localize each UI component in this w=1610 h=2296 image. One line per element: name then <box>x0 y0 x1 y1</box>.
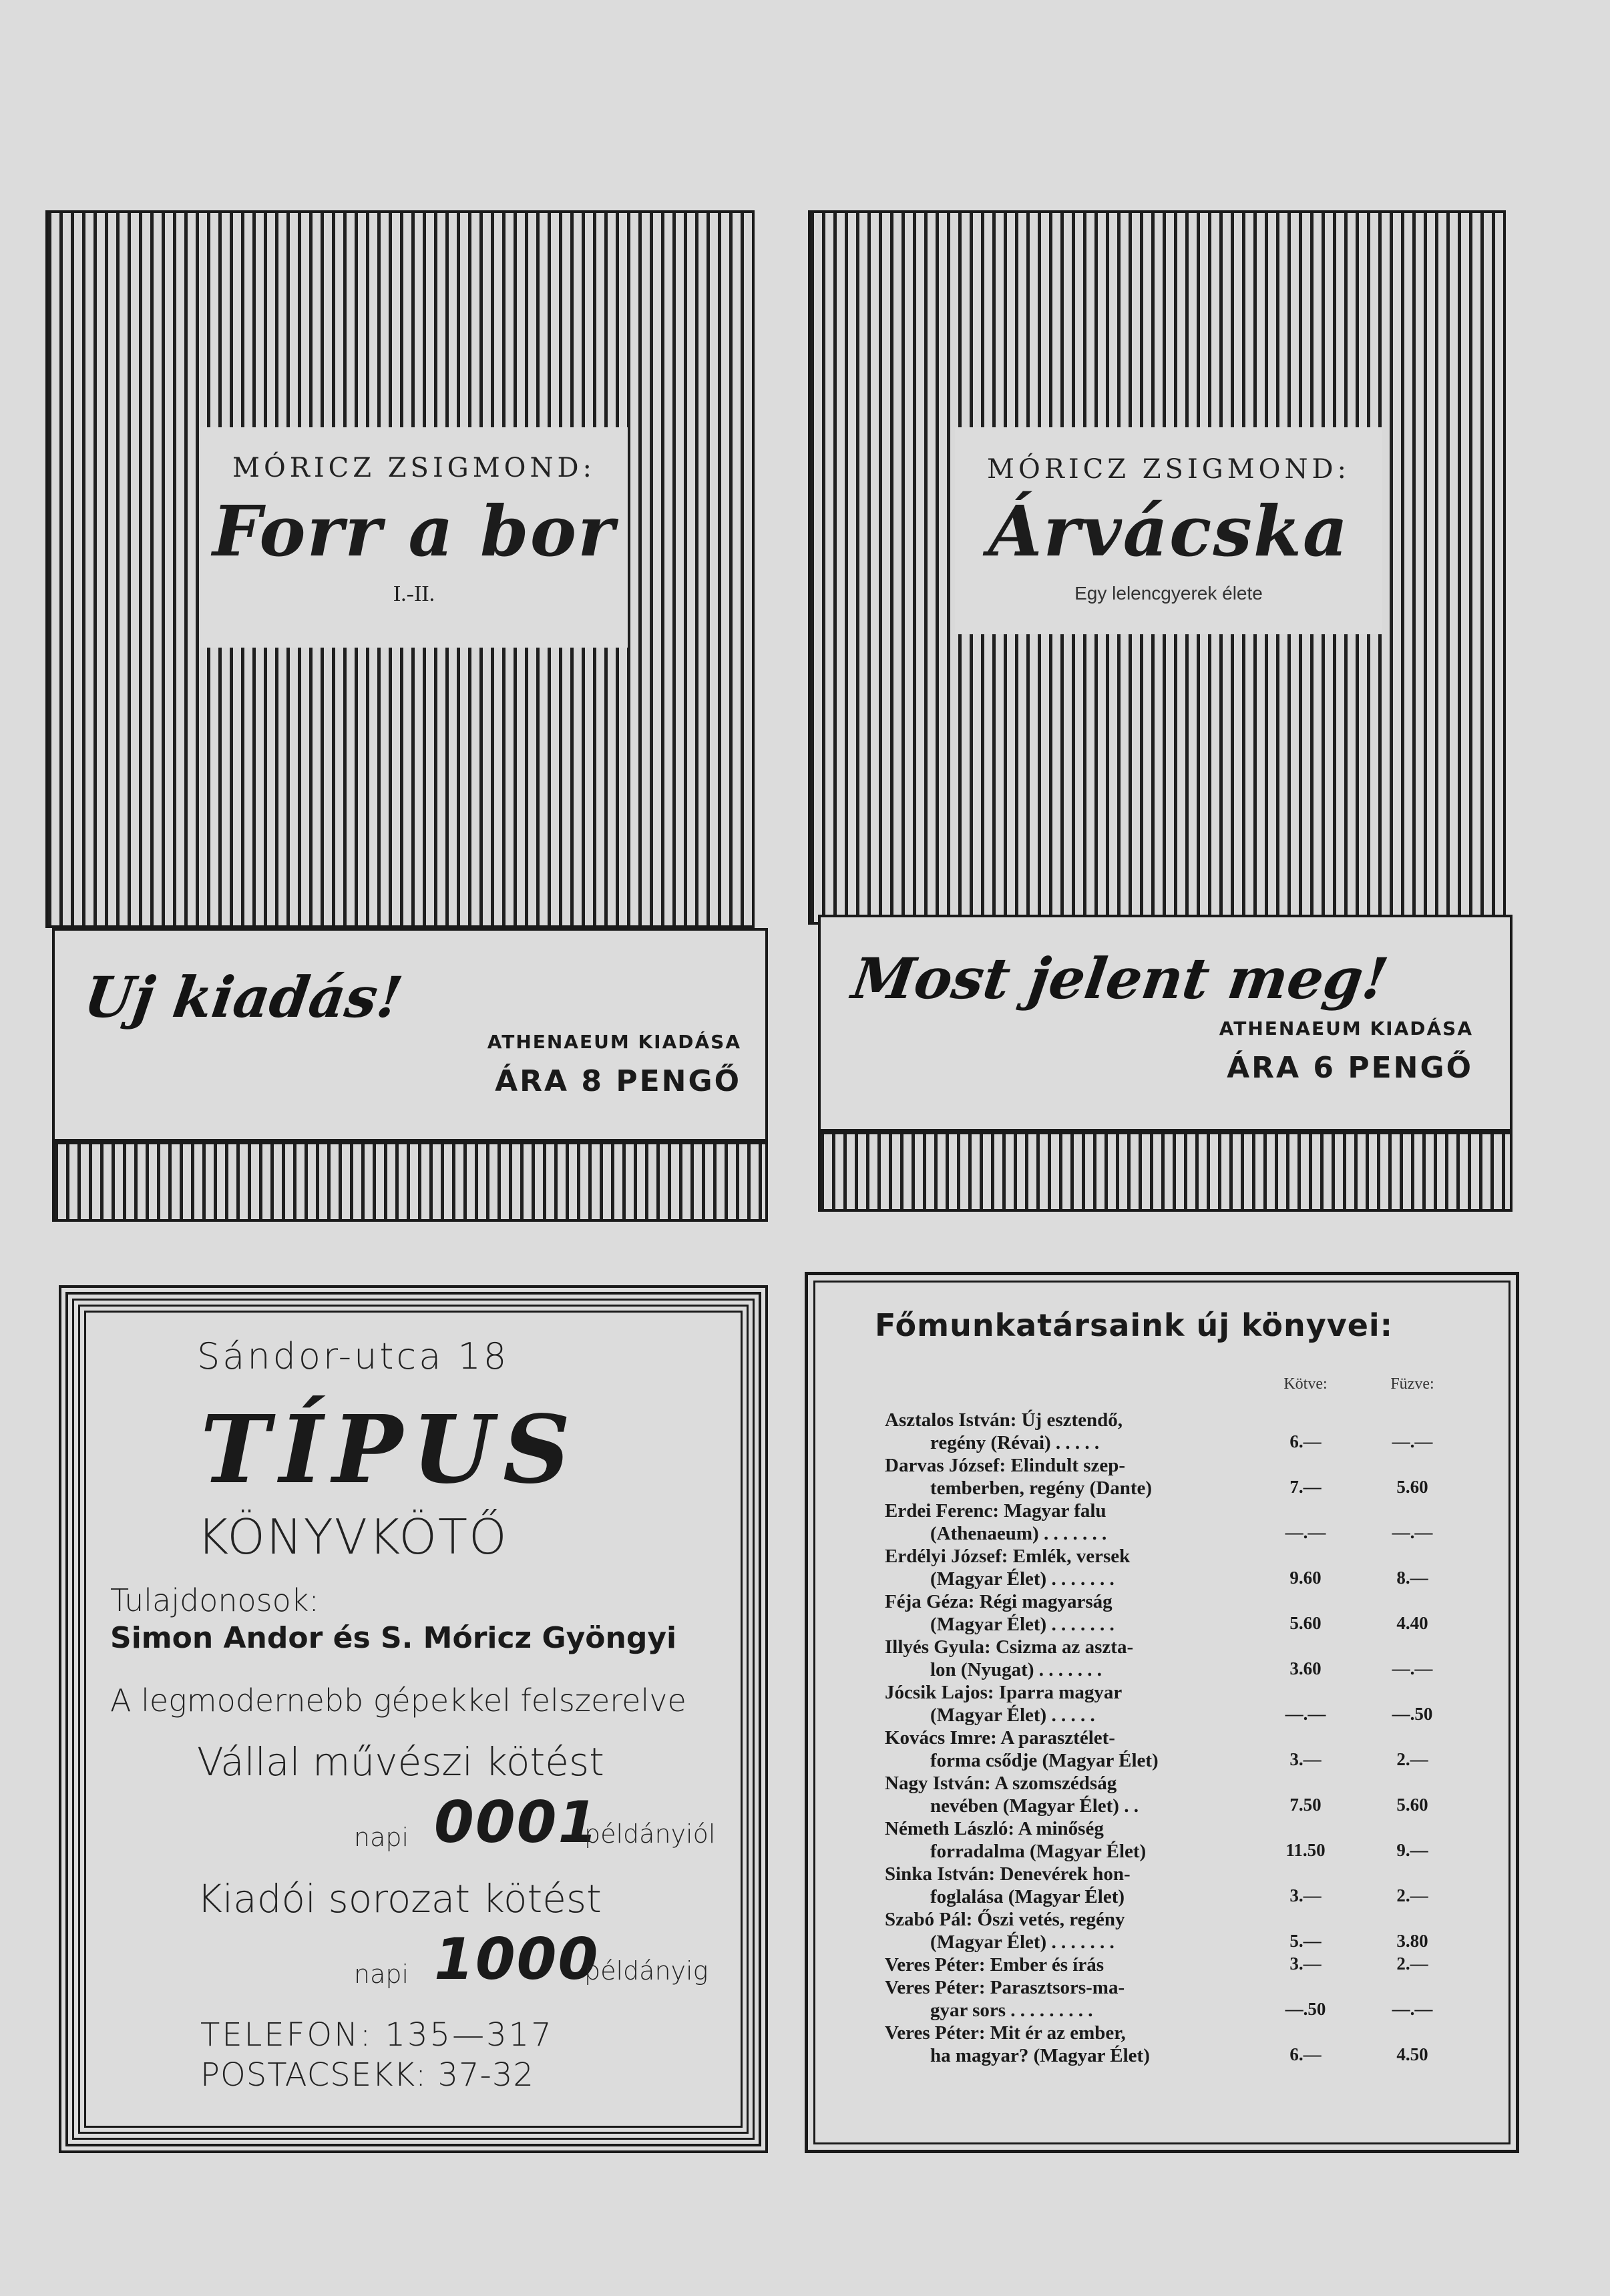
entry-price-bound: —.— <box>1285 1704 1326 1724</box>
entry-line-1: Kovács Imre: A parasztélet- <box>885 1727 1115 1749</box>
booklist-entry <box>885 1976 1259 2022</box>
entry-price-paper: —.— <box>1392 1999 1433 2019</box>
bookbinder-name: TÍPUS <box>200 1395 580 1505</box>
bookbinder-art-unit: példányiól <box>584 1819 716 1849</box>
booklist-entry <box>885 1772 1259 1817</box>
entry-line-1: Veres Péter: Ember és írás <box>885 1954 1104 1976</box>
entry-line-2: nevében (Magyar Élet) . . <box>930 1795 1139 1817</box>
forr-bottom-stripes <box>52 1142 768 1222</box>
bookbinder-owners: Simon Andor és S. Móricz Gyöngyi <box>110 1621 677 1655</box>
bookbinder-series-binding: Kiadói sorozat kötést <box>197 1876 602 1921</box>
bookbinder-art-binding: Vállal művészi kötést <box>197 1739 604 1785</box>
bookbinder-equipment: A legmodernebb gépekkel felszerelve <box>110 1682 686 1718</box>
booklist-entry <box>885 1454 1259 1500</box>
entry-price-bound: 9.60 <box>1289 1568 1322 1588</box>
entry-line-2: gyar sors . . . . . . . . . <box>930 2000 1093 2021</box>
entry-price-paper: 3.80 <box>1396 1931 1428 1951</box>
forr-publisher: ATHENAEUM KIADÁSA <box>487 1031 741 1053</box>
booklist-entry <box>885 1681 1259 1727</box>
entry-price-paper: 2.— <box>1396 1885 1428 1905</box>
entry-price-paper: 2.— <box>1396 1749 1428 1769</box>
entry-price-paper: —.— <box>1392 1522 1433 1542</box>
entry-line-1: Erdei Ferenc: Magyar falu <box>885 1500 1106 1522</box>
entry-line-2: forma csődje (Magyar Élet) <box>930 1750 1159 1771</box>
forr-tagline: Uj kiadás! <box>80 964 407 1030</box>
entry-line-2: forradalma (Magyar Élet) <box>930 1841 1147 1862</box>
booklist-entry <box>885 2022 1259 2067</box>
entry-price-paper: 9.— <box>1396 1840 1428 1860</box>
entry-price-bound: —.— <box>1285 1522 1326 1542</box>
entry-line-1: Jócsik Lajos: Iparra magyar <box>885 1682 1123 1703</box>
arvacska-tagline: Most jelent meg! <box>848 945 1392 1011</box>
entry-line-1: Darvas József: Elindult szep- <box>885 1455 1126 1476</box>
entry-line-2: (Magyar Élet) . . . . . . . <box>930 1614 1115 1635</box>
entry-price-bound: 3.— <box>1289 1885 1322 1905</box>
entry-price-paper: 8.— <box>1396 1568 1428 1588</box>
entry-price-bound: 5.— <box>1289 1931 1322 1951</box>
forr-title-card <box>200 427 628 648</box>
entry-price-paper: 5.60 <box>1396 1477 1428 1497</box>
arvacska-subtitle: Egy lelencgyerek élete <box>1074 583 1263 604</box>
forr-title: Forr a bor <box>212 490 616 572</box>
entry-line-2: foglalása (Magyar Élet) <box>930 1886 1125 1907</box>
entry-line-1: Asztalos István: Új esztendő, <box>885 1409 1123 1431</box>
entry-line-2: regény (Révai) . . . . . <box>930 1432 1100 1453</box>
entry-line-1: Féja Géza: Régi magyarság <box>885 1591 1113 1612</box>
entry-line-1: Németh László: A minőség <box>885 1818 1104 1839</box>
bookbinder-series-daily: napi <box>354 1960 409 1989</box>
booklist-entry <box>885 1590 1259 1636</box>
booklist-entry <box>885 1908 1259 1954</box>
entry-line-1: Szabó Pál: Őszi vetés, regény <box>885 1909 1125 1930</box>
entry-price-bound: 6.— <box>1289 1431 1322 1451</box>
entry-price-bound: 5.60 <box>1289 1613 1322 1633</box>
entry-line-1: Veres Péter: Mit ér az ember, <box>885 2022 1126 2044</box>
booklist-entry <box>885 1863 1259 1908</box>
entry-price-bound: 11.50 <box>1285 1840 1326 1860</box>
entry-price-bound: 3.60 <box>1289 1658 1322 1678</box>
entry-price-paper: —.— <box>1392 1658 1433 1678</box>
forr-volume: I.-II. <box>393 582 435 606</box>
bookbinder-art-number: 0001 <box>434 1789 600 1856</box>
booklist-col-paper: Füzve: <box>1390 1375 1434 1393</box>
arvacska-banner <box>818 915 1513 1132</box>
entry-price-bound: 3.— <box>1289 1749 1322 1769</box>
entry-line-1: Nagy István: A szomszédság <box>885 1773 1117 1794</box>
arvacska-price: ÁRA 6 PENGŐ <box>1227 1051 1473 1085</box>
arvacska-author: MÓRICZ ZSIGMOND: <box>986 454 1351 485</box>
forr-price: ÁRA 8 PENGŐ <box>495 1064 741 1098</box>
entry-line-2: (Magyar Élet) . . . . . . . <box>930 1931 1115 1953</box>
bookbinder-trade: KÖNYVKÖTŐ <box>197 1509 508 1565</box>
arvacska-title: Árvácska <box>988 490 1350 572</box>
bookbinder-postal: POSTACSEKK: 37-32 <box>200 2056 534 2094</box>
booklist-entry <box>885 1409 1259 1454</box>
entry-price-paper: 5.60 <box>1396 1795 1428 1815</box>
bookbinder-series-unit: példányig <box>584 1956 709 1986</box>
entry-price-bound: 3.— <box>1289 1954 1322 1974</box>
booklist-entry <box>885 1500 1259 1545</box>
bookbinder-address: Sándor-utca 18 <box>197 1335 510 1377</box>
entry-line-1: Illyés Gyula: Csizma az aszta- <box>885 1636 1134 1658</box>
booklist-entry <box>885 1817 1259 1863</box>
entry-price-bound: 6.— <box>1289 2044 1322 2064</box>
bookbinder-owners-label: Tulajdonosok: <box>110 1582 319 1618</box>
forr-banner <box>52 928 768 1142</box>
entry-line-1: Veres Péter: Parasztsors-ma- <box>885 1977 1125 1998</box>
entry-line-1: Sinka István: Denevérek hon- <box>885 1863 1131 1885</box>
booklist-entry <box>885 1727 1259 1772</box>
booklist-col-bound: Kötve: <box>1283 1375 1328 1393</box>
entry-line-2: temberben, regény (Dante) <box>930 1477 1153 1499</box>
arvacska-title-card <box>955 427 1382 634</box>
entry-price-bound: —.50 <box>1285 1999 1326 2019</box>
entry-line-2: (Magyar Élet) . . . . . <box>930 1704 1095 1726</box>
entry-price-paper: 4.50 <box>1396 2044 1428 2064</box>
booklist-title: Főmunkatársaink új könyvei: <box>875 1307 1394 1343</box>
entry-price-bound: 7.50 <box>1289 1795 1322 1815</box>
forr-author: MÓRICZ ZSIGMOND: <box>232 453 596 483</box>
entry-line-2: lon (Nyugat) . . . . . . . <box>930 1659 1102 1680</box>
entry-price-paper: 4.40 <box>1396 1613 1428 1633</box>
entry-line-2: (Athenaeum) . . . . . . . <box>930 1523 1107 1544</box>
bookbinder-series-number: 1000 <box>434 1926 600 1993</box>
booklist-entry <box>885 1545 1259 1590</box>
entry-price-bound: 7.— <box>1289 1477 1322 1497</box>
arvacska-publisher: ATHENAEUM KIADÁSA <box>1219 1017 1473 1040</box>
entry-line-2: ha magyar? (Magyar Élet) <box>930 2045 1150 2066</box>
bookbinder-art-daily: napi <box>354 1823 409 1852</box>
booklist-entry <box>885 1954 1259 1976</box>
entry-price-paper: —.— <box>1392 1431 1433 1451</box>
booklist-entry <box>885 1636 1259 1681</box>
entry-line-1: Erdélyi József: Emlék, versek <box>885 1546 1131 1567</box>
bookbinder-phone: TELEFON: 135—317 <box>200 2016 554 2054</box>
entry-price-paper: —.50 <box>1392 1704 1433 1724</box>
entry-line-2: (Magyar Élet) . . . . . . . <box>930 1568 1115 1590</box>
entry-price-paper: 2.— <box>1396 1954 1428 1974</box>
arvacska-bottom-stripes <box>818 1132 1513 1212</box>
